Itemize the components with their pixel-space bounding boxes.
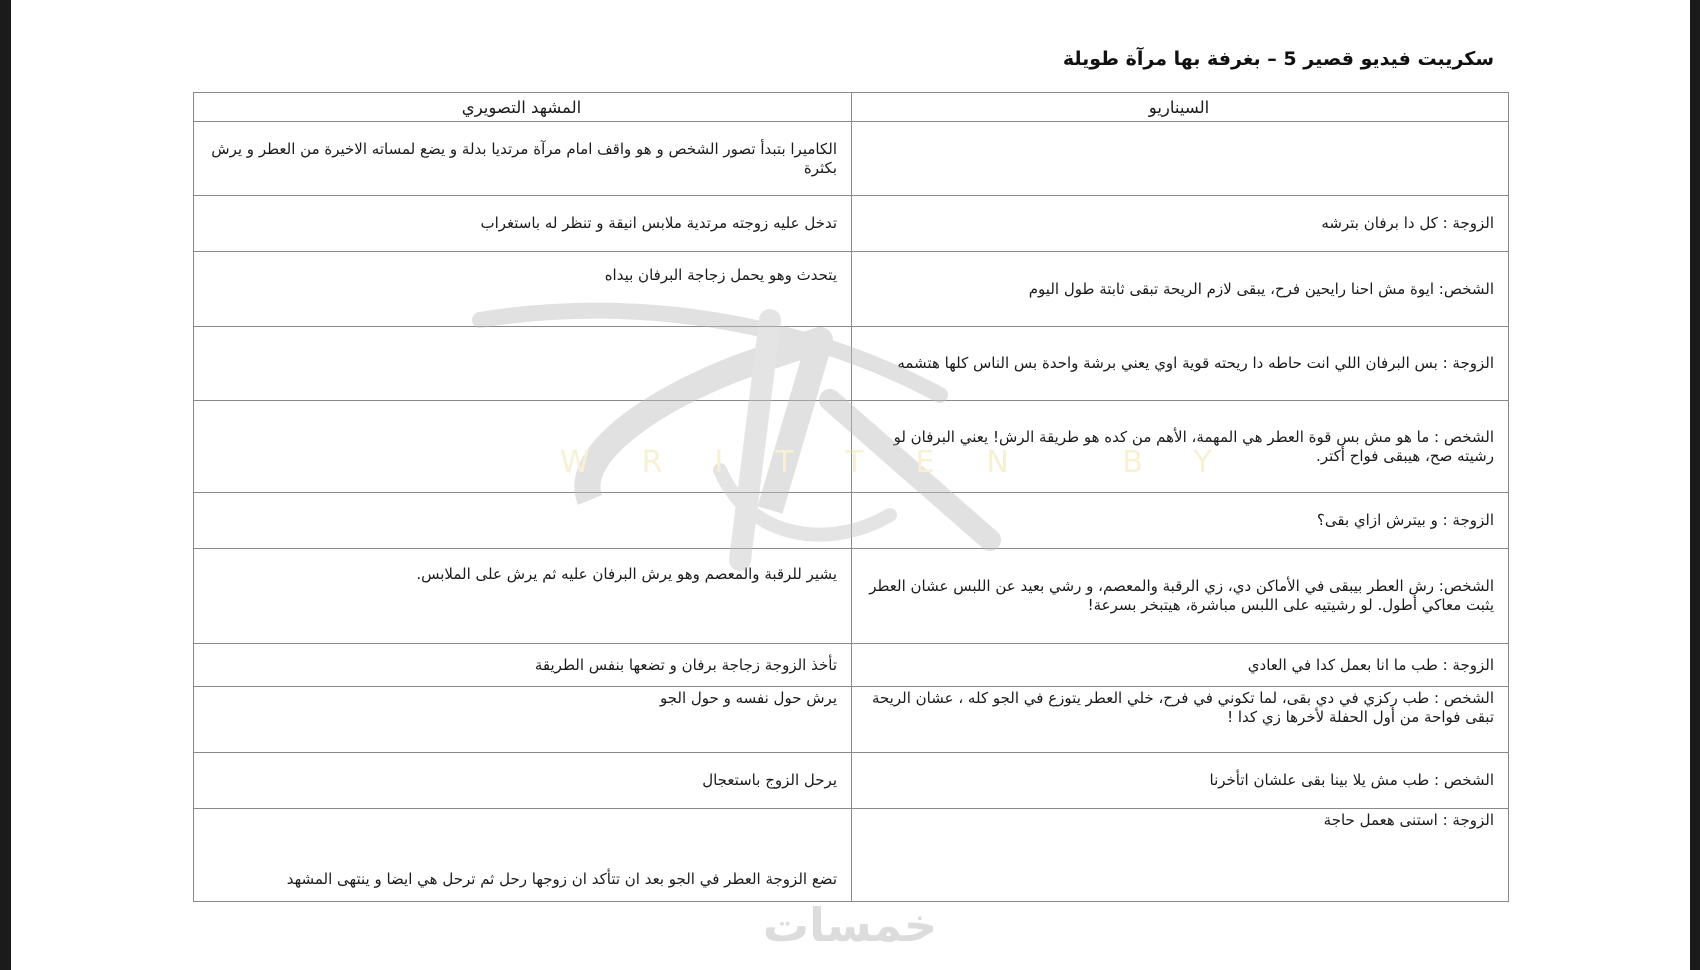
table-row <box>194 493 1509 549</box>
scenario-cell: الشخص: رش العطر بيبقى في الأماكن دي، زي الرقبة والمعصم، و رشي بعيد عن اللبس عشان العطر يثبت معاكي أطول. لو رشيتيه على اللبس مباشرة، هيتبخر بسرعة! <box>852 549 1509 644</box>
document-title: سكريبت فيديو قصير 5 – بغرفة بها مرآة طويلة <box>1062 48 1494 70</box>
table-row <box>194 753 1509 809</box>
scenario-cell: الشخص: ايوة مش احنا رايحين فرح، يبقى لازم الريحة تبقى ثابتة طول اليوم <box>852 252 1509 327</box>
table-row <box>194 809 1509 902</box>
scenario-cell: الشخص : ما هو مش بس قوة العطر هي المهمة، الأهم من كده هو طريقة الرش! يعني البرفان لو رشيته صح، هيبقى فواح أكتر. <box>852 401 1509 493</box>
table-row <box>194 687 1509 753</box>
column-header-scene: المشهد التصويري <box>194 93 852 122</box>
scene-cell <box>194 493 852 549</box>
table-row <box>194 252 1509 327</box>
scene-cell: يرحل الزوج باستعجال <box>194 753 852 809</box>
scene-cell <box>194 327 852 401</box>
viewer-left-edge <box>0 0 11 970</box>
script-table <box>193 92 1509 902</box>
watermark-caption: WRITTEN BY <box>560 445 1264 480</box>
table-row <box>194 401 1509 493</box>
column-header-scenario: السيناريو <box>852 93 1509 122</box>
scenario-cell: الزوجة : كل دا برفان بترشه <box>852 196 1509 252</box>
scene-cell: الكاميرا بتبدأ تصور الشخص و هو واقف امام مرآة مرتديا بدلة و يضع لمساته الاخيرة من العطر و يرش بكثرة <box>194 122 852 196</box>
scenario-cell: الزوجة : بس البرفان اللي انت حاطه دا ريحته قوية اوي يعني برشة واحدة بس الناس كلها هتشمه <box>852 327 1509 401</box>
table-row <box>194 196 1509 252</box>
table-header-row <box>194 93 1509 122</box>
footer-logo: خمسات <box>762 898 938 952</box>
scenario-cell: الشخص : طب ركزي في دي بقى، لما تكوني في فرح، خلي العطر يتوزع في الجو كله ، عشان الريحة تبقى فواحة من أول الحفلة لأخرها زي كدا ! <box>852 687 1509 753</box>
table-row <box>194 549 1509 644</box>
scene-cell: يتحدث وهو يحمل زجاجة البرفان بيداه <box>194 252 852 327</box>
table-row <box>194 327 1509 401</box>
viewer-right-edge <box>1690 0 1700 970</box>
scenario-cell: الزوجة : استنى هعمل حاجة <box>852 809 1509 902</box>
scenario-cell: الزوجة : طب ما انا بعمل كدا في العادي <box>852 644 1509 687</box>
scene-cell: تأخذ الزوجة زجاجة برفان و تضعها بنفس الطريقة <box>194 644 852 687</box>
scenario-cell <box>852 122 1509 196</box>
table-row <box>194 644 1509 687</box>
scene-cell: تضع الزوجة العطر في الجو بعد ان تتأكد ان زوجها رحل ثم ترحل هي ايضا و ينتهى المشهد <box>194 809 852 902</box>
scene-cell: تدخل عليه زوجته مرتدية ملابس انيقة و تنظر له باستغراب <box>194 196 852 252</box>
scene-cell: يشير للرقبة والمعصم وهو يرش البرفان عليه ثم يرش على الملابس. <box>194 549 852 644</box>
scene-cell <box>194 401 852 493</box>
scenario-cell: الزوجة : و بيترش ازاي بقى؟ <box>852 493 1509 549</box>
scenario-cell: الشخص : طب مش يلا بينا بقى علشان اتأخرنا <box>852 753 1509 809</box>
table-row <box>194 122 1509 196</box>
scene-cell: يرش حول نفسه و حول الجو <box>194 687 852 753</box>
